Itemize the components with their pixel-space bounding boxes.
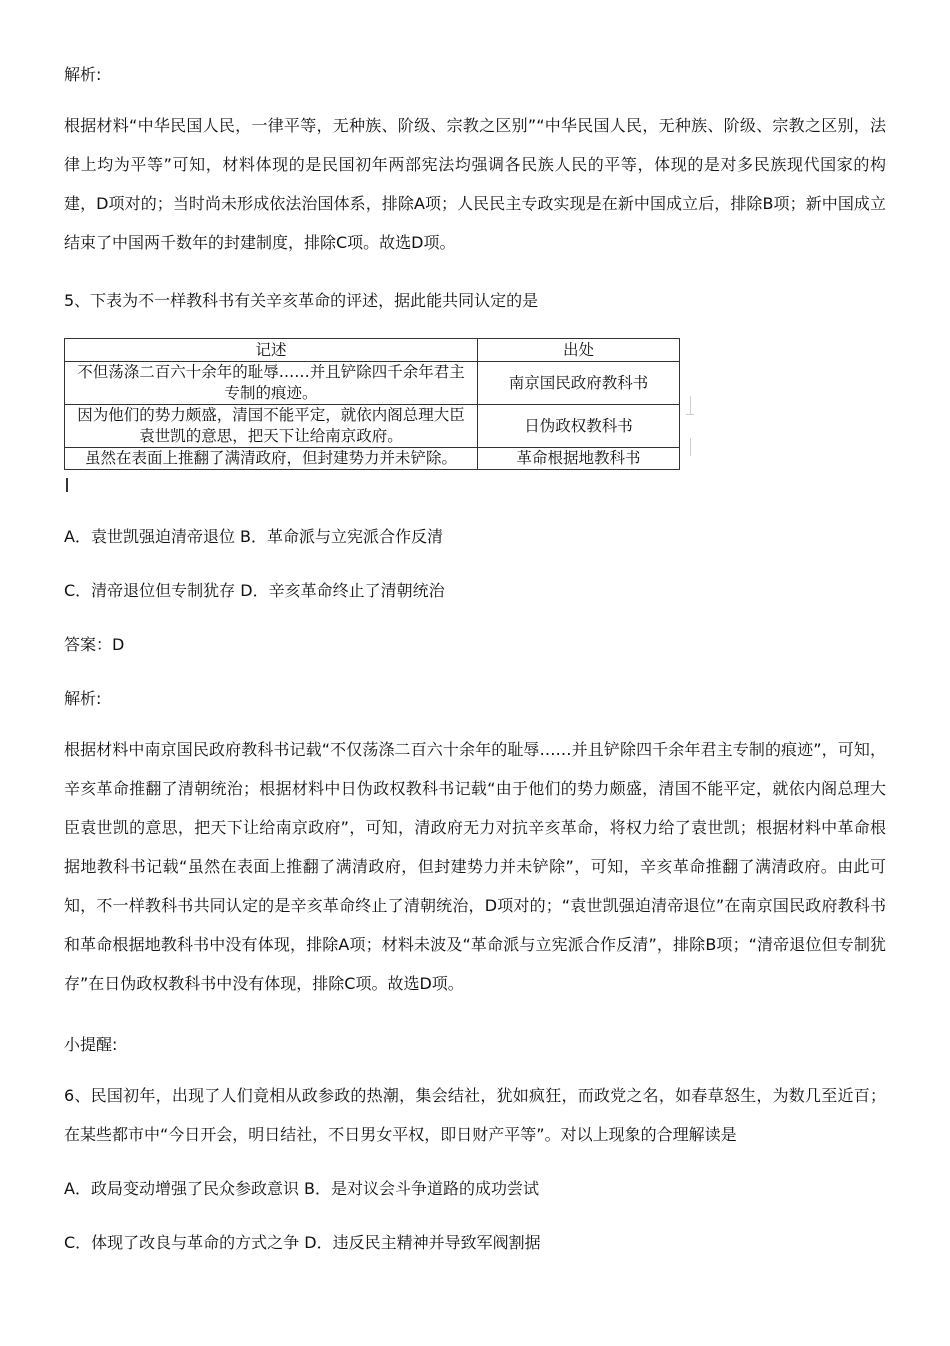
table-cell-record: 因为他们的势力颇盛，清国不能平定，就依内阁总理大臣袁世凯的意思，把天下让给南京政府。 <box>65 405 478 448</box>
q6-options-cd: C．体现了改良与革命的方式之争 D．违反民主精神并导致军阀割据 <box>64 1233 541 1252</box>
q6-options-ab: A．政局变动增强了民众参政意识 B．是对议会斗争道路的成功尝试 <box>64 1179 540 1198</box>
q4-analysis-label: 解析: <box>64 65 102 84</box>
table-cell-source: 日伪政权教科书 <box>478 405 680 448</box>
table-cell-record: 不但荡涤二百六十余年的耻辱……并且铲除四千余年君主专制的痕迹。 <box>65 362 478 405</box>
table-cell-source: 革命根据地教科书 <box>478 448 680 470</box>
table-header-row <box>65 339 680 362</box>
q5-table-image <box>64 338 694 494</box>
q5-analysis-text: 根据材料中南京国民政府教科书记载“不仅荡涤二百六十余年的耻辱……并且铲除四千余年君主专制的痕迹”，可知，辛亥革命推翻了清朝统治；根据材料中日伪政权教科书记载“由于他们的势力颇盛，清国不能平定，就依内阁总理大臣袁世凯的意思，把天下让给南京政府”，可知，清政府无力对抗辛亥革命，将权力给了袁世凯；根据材料中革命根据地教科书记载“虽然在表面上推翻了满清政府，但封建势力并未铲除”，可知，辛亥革命推翻了满清政府。由此可知，不一样教科书共同认定的是辛亥革命终止了清朝统治，D项对的；“袁世凯强迫清帝退位”在南京国民政府教科书和革命根据地教科书中没有体现，排除A项；材料未波及“革命派与立宪派合作反清”，排除B项；“清帝退位但专制犹存”在日伪政权教科书中没有体现，排除C项。故选D项。 <box>64 740 886 993</box>
table-header-source: 出处 <box>478 339 680 362</box>
q5-answer: 答案：D <box>64 635 125 654</box>
q6-stem: 6、民国初年，出现了人们竟相从政参政的热潮，集会结社，犹如疯狂，而政党之名，如春草怒生，为数几至近百；在某些都市中“今日开会，明日结社，不日男女平权，即日财产平等”。对以上现象的合理解读是 <box>64 1086 886 1144</box>
q5-tip-label: 小提醒: <box>64 1035 118 1054</box>
table-cell-source: 南京国民政府教科书 <box>478 362 680 405</box>
table-row <box>65 405 680 448</box>
q5-analysis-label: 解析: <box>64 689 102 708</box>
q5-stem: 5、下表为不一样教科书有关辛亥革命的评述，据此能共同认定的是 <box>64 291 539 310</box>
q5-options-cd: C．清帝退位但专制犹存 D．辛亥革命终止了清朝统治 <box>64 581 445 600</box>
table-header-record: 记述 <box>65 339 478 362</box>
table-cell-record: 虽然在表面上推翻了满清政府，但封建势力并未铲除。 <box>65 448 478 470</box>
q4-analysis-text: 根据材料“中华民国人民，一律平等，无种族、阶级、宗教之区别”“中华民国人民，无种族、阶级、宗教之区别，法律上均为平等”可知，材料体现的是民国初年两部宪法均强调各民族人民的平等，体现的是对多民族现代国家的构建，D项对的；当时尚未形成依法治国体系，排除A项；人民民主专政实现是在新中国成立后，排除B项；新中国成立结束了中国两千数年的封建制度，排除C项。故选D项。 <box>64 116 886 252</box>
table-row <box>65 448 680 470</box>
q5-options-ab: A．袁世凯强迫清帝退位 B．革命派与立宪派合作反清 <box>64 527 444 546</box>
table-row <box>65 362 680 405</box>
textbook-comparison-table <box>64 338 680 470</box>
